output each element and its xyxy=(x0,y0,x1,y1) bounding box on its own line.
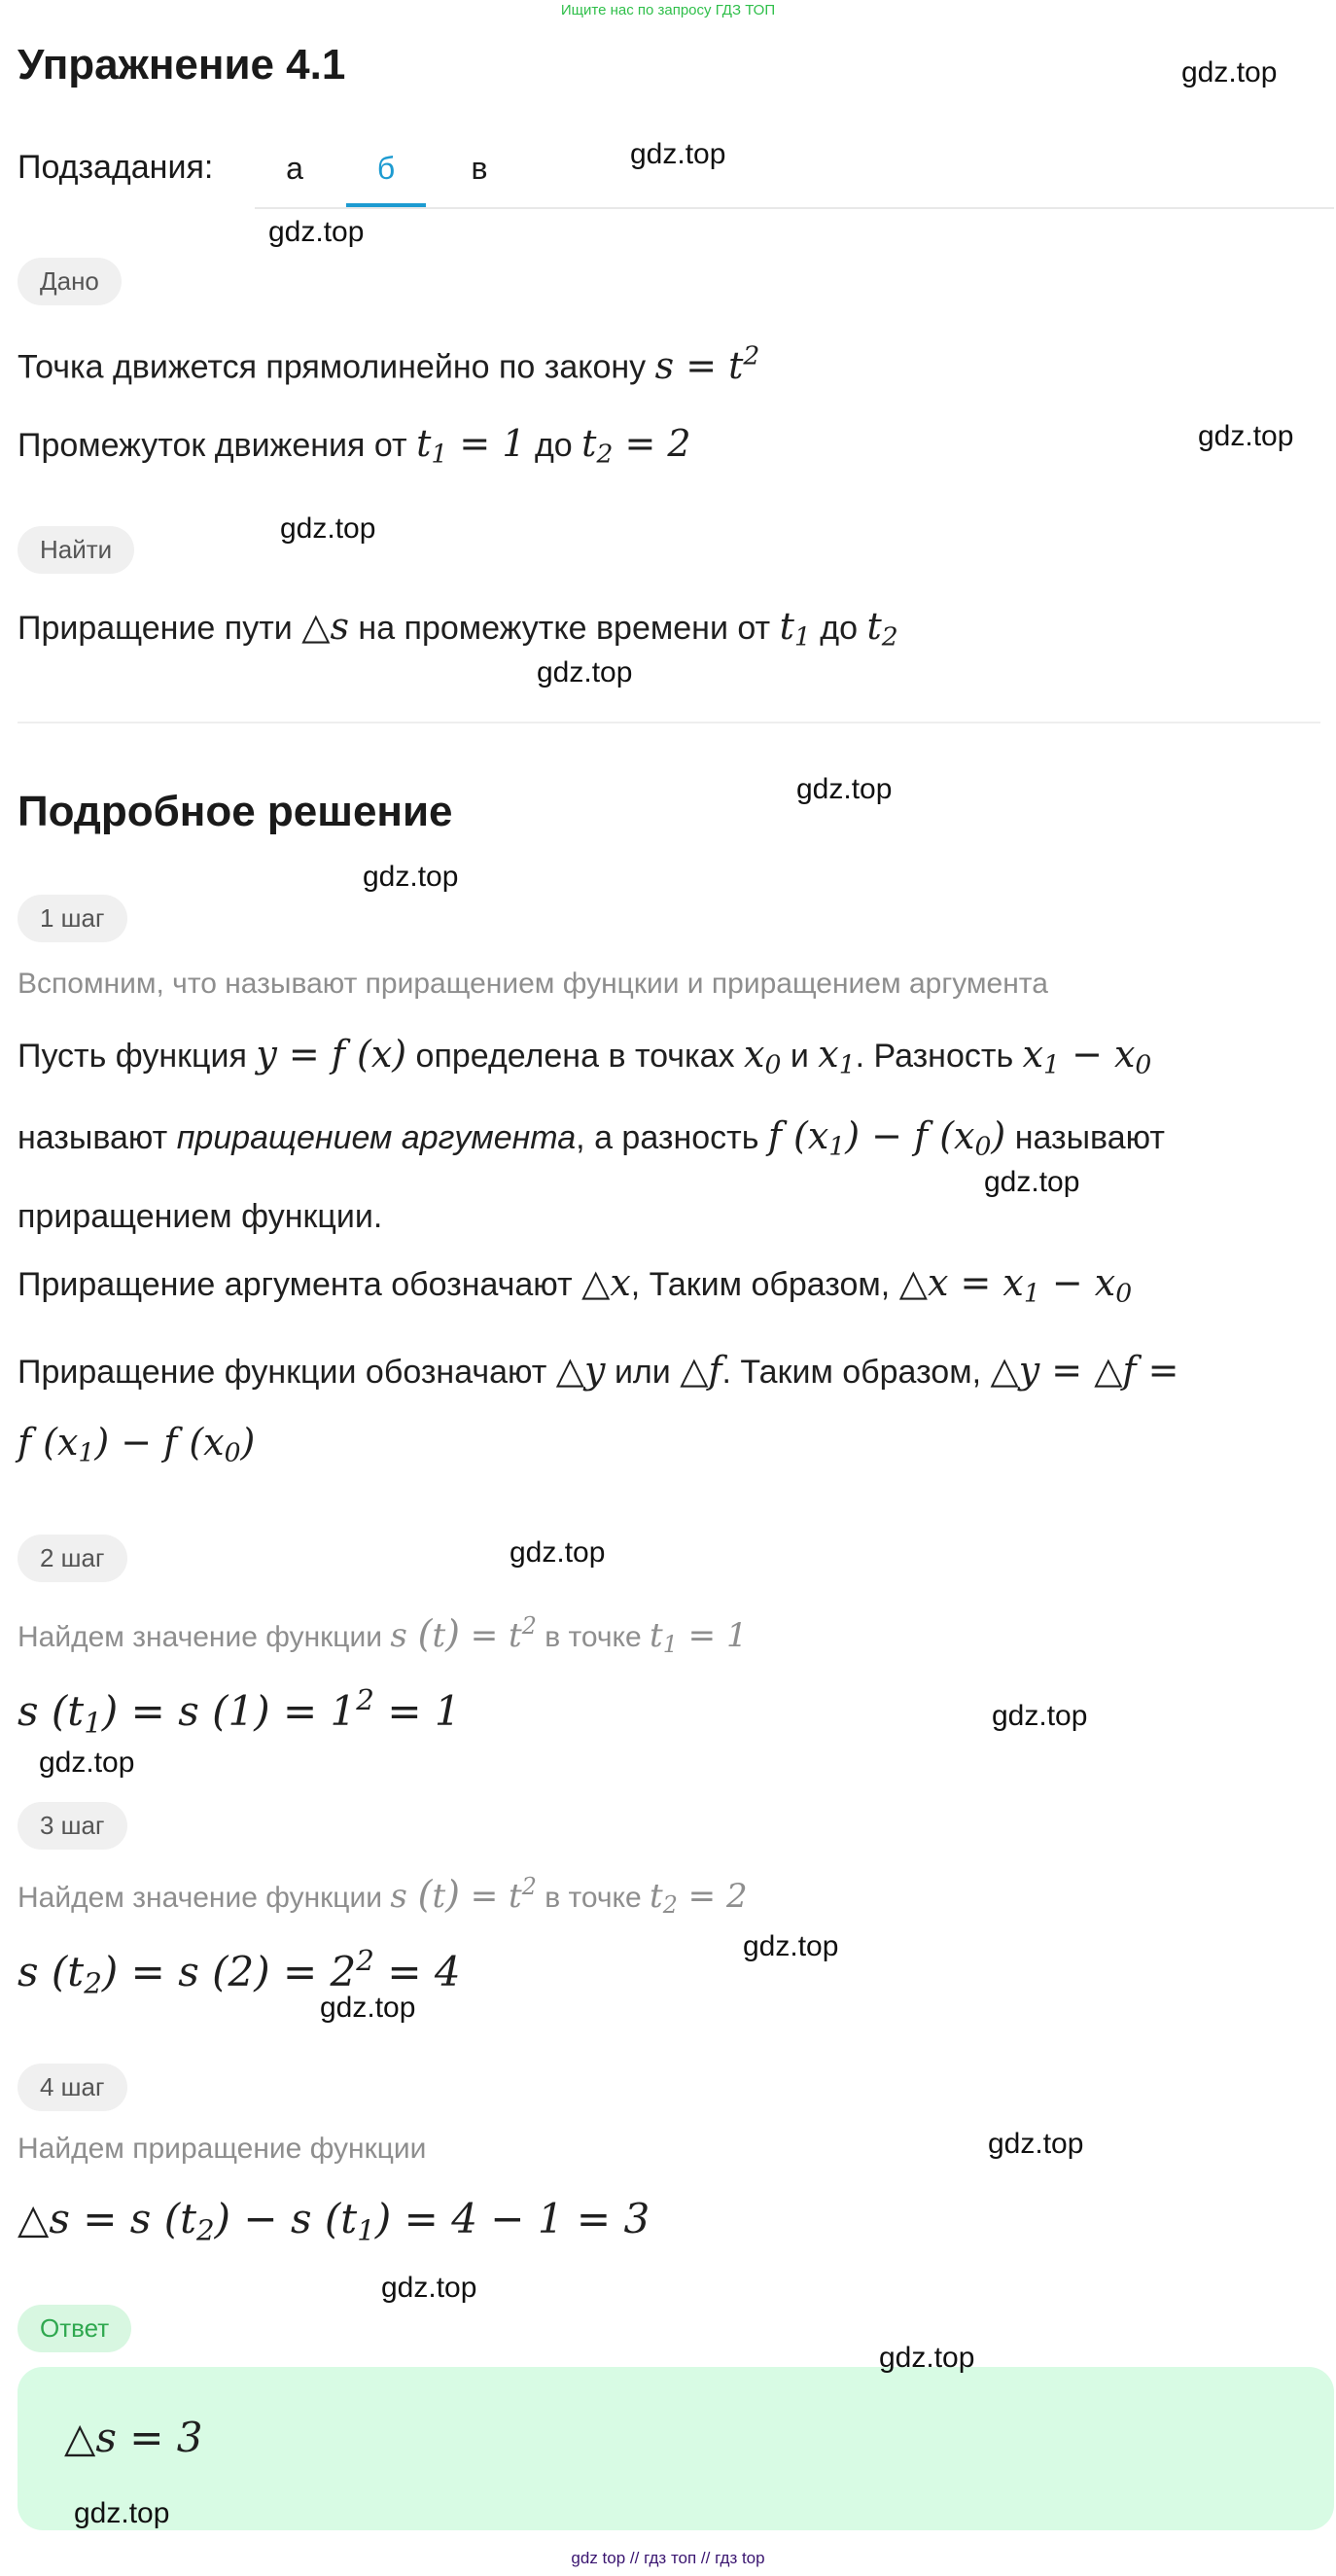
formula: s $(t) = t^2$ xyxy=(390,1873,537,1917)
step-2-result xyxy=(18,1665,1320,1758)
step-1-paragraph-1 xyxy=(18,1019,1320,1252)
watermark: gdz.top xyxy=(280,512,376,545)
step-3-hint xyxy=(18,1865,1320,1926)
watermark: gdz.top xyxy=(537,656,633,688)
given-line-1-text: Точка движется прямолинейно по закону xyxy=(18,348,647,386)
step-4-chip: 4 шаг xyxy=(18,2064,127,2111)
step-2-hint xyxy=(18,1605,1320,1666)
watermark: gdz.top xyxy=(320,1992,416,2024)
step-1-hint: Вспомним, что называют приращением фунцкии и приращением аргумента xyxy=(18,968,1048,1000)
step-3-chip: 3 шаг xyxy=(18,1802,127,1850)
answer-chip: Ответ xyxy=(18,2305,131,2352)
text: Пусть функция xyxy=(18,1038,247,1075)
formula: s $(t_1) = s$ $(1) = 1^2 = 1$ xyxy=(18,1683,461,1740)
page-title: Упражнение 4.1 xyxy=(18,41,346,88)
text: Приращение аргумента обозначают xyxy=(18,1266,573,1303)
given-line-1 xyxy=(18,321,1320,403)
text: приращением функции. xyxy=(18,1198,383,1236)
text: Приращение функции обозначают xyxy=(18,1354,547,1391)
solution-heading: Подробное решение xyxy=(18,788,453,835)
watermark: gdz.top xyxy=(39,1747,135,1779)
formula: f $(x_1) - f$ $(x_0)$ xyxy=(18,1421,256,1468)
watermark: gdz.top xyxy=(363,861,459,893)
watermark: gdz.top xyxy=(984,1166,1080,1198)
given-line-2-mid: до xyxy=(534,427,573,464)
formula: $t_1 = 1$ xyxy=(416,422,526,470)
formula: $x_1$ xyxy=(818,1033,856,1080)
watermark: gdz.top xyxy=(988,2128,1084,2160)
find-text-b: на промежутке времени от xyxy=(358,610,771,647)
tab-v[interactable]: в xyxy=(471,151,488,186)
watermark: gdz.top xyxy=(74,2497,170,2529)
formula: △y xyxy=(555,1349,606,1392)
text: . Разность xyxy=(855,1038,1014,1075)
watermark: gdz.top xyxy=(510,1536,606,1569)
watermark: gdz.top xyxy=(268,216,365,248)
formula: y = f (x) xyxy=(256,1033,407,1076)
given-line-2-text: Промежуток движения от xyxy=(18,427,407,464)
watermark: gdz.top xyxy=(381,2272,477,2304)
formula: △s = s $(t_2) - s$ $(t_1) = 4 - 1 = 3$ xyxy=(18,2195,650,2247)
formula: $x_1 - x_0$ xyxy=(1022,1033,1152,1080)
top-banner: Ищите нас по запросу ГДЗ ТОП xyxy=(560,2,776,18)
watermark: gdz.top xyxy=(1181,56,1278,88)
formula: f $(x_1) - f$ $(x_0)$ xyxy=(767,1113,1006,1162)
step-2-chip: 2 шаг xyxy=(18,1535,127,1582)
formula: s $(t_2) = s$ $(2) = 2^2 = 4$ xyxy=(18,1944,461,2000)
watermark: gdz.top xyxy=(630,138,726,170)
step-1-paragraph-3 xyxy=(18,1335,1320,1489)
text: определена в точках xyxy=(415,1038,735,1075)
given-line-2 xyxy=(18,408,1320,490)
text: , а разность xyxy=(576,1118,759,1156)
text: называют xyxy=(1014,1118,1165,1156)
text: в точке xyxy=(545,1621,642,1654)
find-chip: Найти xyxy=(18,526,134,574)
subtasks-label: Подзадания: xyxy=(18,149,214,186)
watermark: gdz.top xyxy=(992,1700,1088,1732)
formula: △f xyxy=(680,1349,722,1392)
step-4-result xyxy=(18,2184,1320,2265)
step-4-hint: Найдем приращение функции xyxy=(18,2133,427,2165)
text: , Таким образом, xyxy=(630,1266,891,1303)
given-chip: Дано xyxy=(18,258,122,305)
divider xyxy=(18,722,1320,723)
answer-box xyxy=(18,2367,1334,2530)
step-1-chip: 1 шаг xyxy=(18,895,127,942)
formula: $t_1 = 1$ xyxy=(650,1616,748,1659)
formula: △x xyxy=(581,1261,631,1304)
formula: $t_2$ xyxy=(866,605,898,653)
tab-a[interactable]: а xyxy=(286,151,303,186)
formula: s $(t) = t^2$ xyxy=(390,1612,537,1656)
text: и xyxy=(790,1038,809,1075)
step-1-paragraph-2 xyxy=(18,1248,1320,1329)
tab-b[interactable]: б xyxy=(346,136,426,207)
text: Найдем значение функции xyxy=(18,1621,382,1654)
emphasis-text: приращением аргумента xyxy=(176,1118,577,1156)
formula: $t_2 = 2$ xyxy=(650,1877,748,1920)
watermark: gdz.top xyxy=(1198,420,1294,452)
formula: $s = t^2$ xyxy=(654,340,760,387)
formula: $t_2 = 2$ xyxy=(581,422,691,470)
formula: △s = 3 xyxy=(64,2414,203,2461)
text: или xyxy=(614,1354,671,1391)
footer-links[interactable]: gdz top // гдз топ // гдз top xyxy=(571,2549,765,2567)
text: Найдем значение функции xyxy=(18,1882,382,1915)
find-text-a: Приращение пути xyxy=(18,610,293,647)
formula: △s xyxy=(301,605,349,648)
text: в точке xyxy=(545,1882,642,1915)
formula: △y = △f = xyxy=(990,1349,1179,1392)
formula: $x_0$ xyxy=(744,1033,782,1080)
formula: $t_1$ xyxy=(779,605,811,653)
watermark: gdz.top xyxy=(796,773,893,805)
text: . Таким образом, xyxy=(721,1354,982,1391)
answer-value xyxy=(64,2414,203,2461)
find-text-c: до xyxy=(820,610,858,647)
step-3-result xyxy=(18,1925,1320,2019)
formula: △x = $x_1 - x_0$ xyxy=(898,1261,1133,1309)
watermark: gdz.top xyxy=(743,1930,839,1962)
text: называют xyxy=(18,1118,168,1156)
subtask-tabs xyxy=(255,136,1334,209)
find-line xyxy=(18,591,1320,673)
watermark: gdz.top xyxy=(879,2342,975,2374)
